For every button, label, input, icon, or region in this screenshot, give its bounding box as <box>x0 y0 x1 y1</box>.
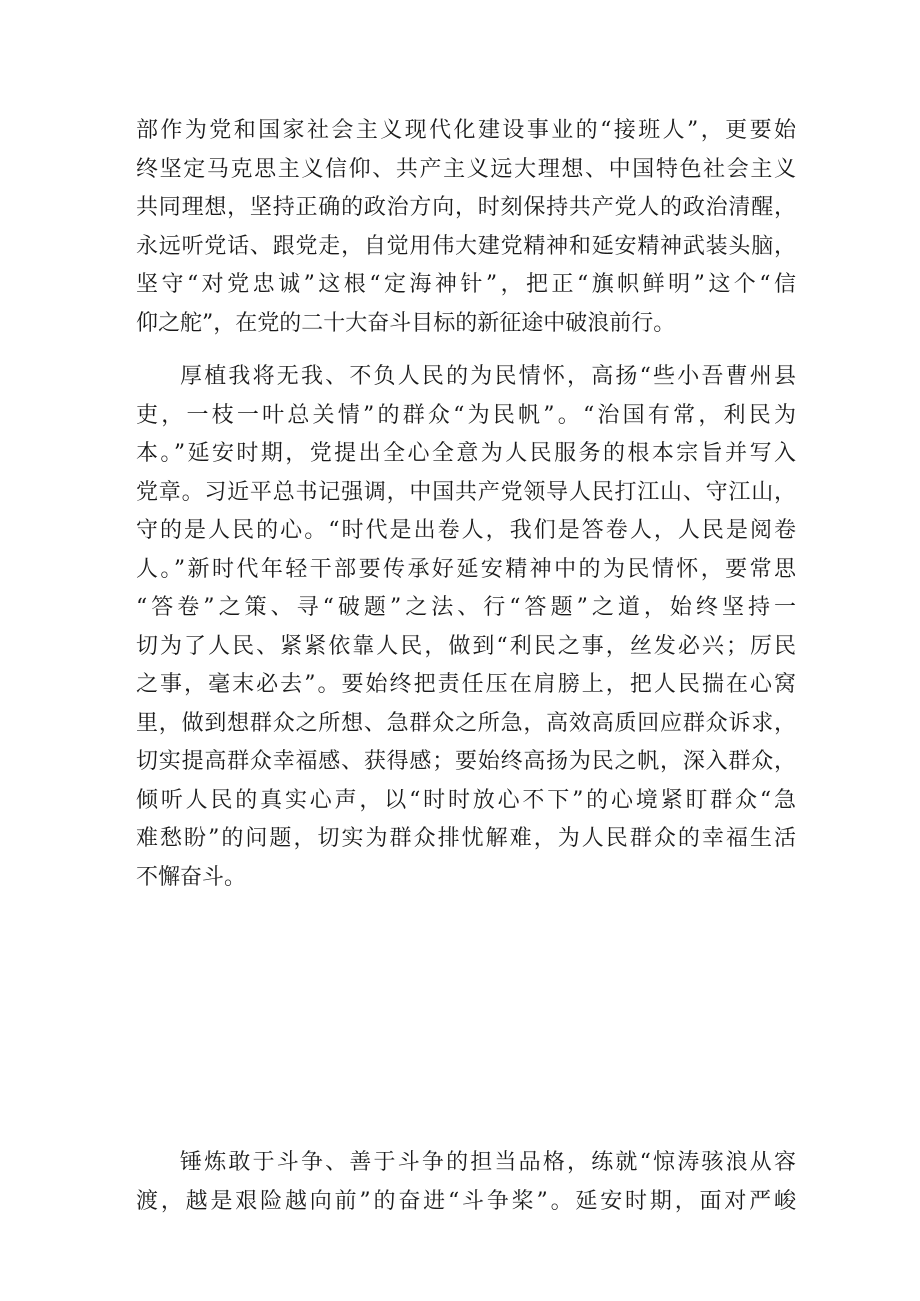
paragraph-line: 倾听人民的真实心声，以“时时放心不下”的心境紧盯群众“急 <box>136 787 796 813</box>
paragraph-line: 党章。习近平总书记强调，中国共产党领导人民打江山、守江山， <box>136 479 796 505</box>
paragraph-line: 难愁盼”的问题，切实为群众排忧解难，为人民群众的幸福生活 <box>136 826 796 851</box>
paragraph-line: 里，做到想群众之所想、急群众之所急，高效高质回应群众诉求， <box>136 710 796 736</box>
paragraph-line: 厚植我将无我、不负人民的为民情怀，高扬“些小吾曹州县 <box>180 364 796 389</box>
paragraph-line: 部作为党和国家社会主义现代化建设事业的“接班人”，更要始 <box>136 118 796 143</box>
paragraph-line: 本。”延安时期，党提出全心全意为人民服务的根本宗旨并写入 <box>136 441 796 466</box>
paragraph-2 <box>136 358 796 897</box>
paragraph-line: 切实提高群众幸福感、获得感；要始终高扬为民之帆，深入群众， <box>136 749 796 774</box>
paragraph-line: 不懈奋斗。 <box>136 864 247 890</box>
paragraph-line: 人。”新时代年轻干部要传承好延安精神中的为民情怀，要常思 <box>136 556 796 582</box>
paragraph-line: 仰之舵”，在党的二十大奋斗目标的新征途中破浪前行。 <box>136 310 676 336</box>
paragraph-line: 之事，毫末必去”。要始终把责任压在肩膀上，把人民揣在心窝 <box>136 672 796 697</box>
paragraph-line: 终坚定马克思主义信仰、共产主义远大理想、中国特色社会主义 <box>136 156 796 182</box>
paragraph-line: 守的是人民的心。“时代是出卷人，我们是答卷人，人民是阅卷 <box>136 518 796 543</box>
paragraph-1 <box>136 112 796 343</box>
paragraph-line: “答卷”之策、寻“破题”之法、行“答题”之道，始终坚持一 <box>136 595 796 620</box>
paragraph-line: 坚守“对党忠诚”这根“定海神针”，把正“旗帜鲜明”这个“信 <box>136 272 796 297</box>
paragraph-line: 渡，越是艰险越向前”的奋进“斗争桨”。延安时期，面对严峻 <box>136 1188 796 1214</box>
paragraph-3 <box>136 1144 796 1221</box>
paragraph-line: 共同理想，坚持正确的政治方向，时刻保持共产党人的政治清醒， <box>136 195 796 220</box>
paragraph-line: 切为了人民、紧紧依靠人民，做到“利民之事，丝发必兴；厉民 <box>136 633 796 659</box>
paragraph-line: 永远听党话、跟党走，自觉用伟大建党精神和延安精神武装头脑， <box>136 233 796 259</box>
paragraph-line: 吏，一枝一叶总关情”的群众“为民帆”。“治国有常，利民为 <box>136 402 796 428</box>
paragraph-line: 锤炼敢于斗争、善于斗争的担当品格，练就“惊涛骇浪从容 <box>180 1150 796 1175</box>
